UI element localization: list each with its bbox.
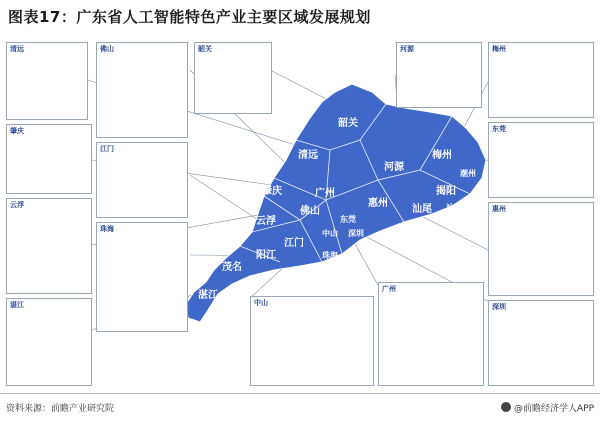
city-label-zhanjiang: 湛江 xyxy=(198,290,218,301)
city-label-foshan: 佛山 xyxy=(300,206,320,217)
city-label-zhongshan: 中山 xyxy=(322,229,338,238)
region-box-zhuhai xyxy=(96,222,188,332)
city-label-dongguan: 东莞 xyxy=(340,215,356,224)
region-box-jiangmen xyxy=(96,142,188,218)
footer xyxy=(0,393,600,424)
city-label-qingyuan: 清远 xyxy=(298,150,318,161)
region-box-zhongshan xyxy=(250,296,374,386)
region-box-zhanjiang xyxy=(6,298,92,386)
region-box-meizhou xyxy=(488,42,594,118)
brand-credit xyxy=(501,401,594,414)
city-label-jiangmen: 江门 xyxy=(284,238,304,249)
city-label-zhaoqing: 肇庆 xyxy=(262,186,282,197)
city-label-meizhou: 梅州 xyxy=(432,150,452,161)
region-title-meizhou: 梅州 xyxy=(492,45,506,53)
region-title-zhaoqing: 肇庆 xyxy=(10,127,24,135)
region-title-huizhou: 惠州 xyxy=(492,205,506,213)
region-title-qingyuan: 清远 xyxy=(10,45,24,53)
region-title-jiangmen: 江门 xyxy=(100,145,114,153)
region-box-dongguan xyxy=(488,122,594,198)
region-title-zhanjiang: 湛江 xyxy=(10,301,24,309)
city-label-maoming: 茂名 xyxy=(222,262,242,273)
city-label-shaoguan: 韶关 xyxy=(338,118,358,129)
region-title-yunfu: 云浮 xyxy=(10,201,24,209)
region-box-heyuan xyxy=(396,42,482,108)
region-title-zhuhai: 珠海 xyxy=(100,225,114,233)
city-label-guangzhou: 广州 xyxy=(315,188,335,199)
region-box-shaoguan xyxy=(194,42,272,114)
city-label-shenzhen: 深圳 xyxy=(348,229,364,238)
region-title-heyuan: 河源 xyxy=(400,45,414,53)
region-box-guangzhou xyxy=(378,282,484,386)
region-title-dongguan: 东莞 xyxy=(492,125,506,133)
region-title-shenzhen: 深圳 xyxy=(492,303,506,311)
city-label-yunfu: 云浮 xyxy=(256,216,276,227)
source-note: 资料来源：前瞻产业研究院 xyxy=(6,404,115,414)
region-box-zhaoqing xyxy=(6,124,92,194)
region-box-yunfu xyxy=(6,198,92,294)
region-box-foshan xyxy=(96,42,188,138)
city-label-zhuhai: 珠海 xyxy=(322,251,338,260)
city-label-jieyang: 揭阳 xyxy=(436,186,456,197)
region-title-zhongshan: 中山 xyxy=(254,299,268,307)
city-label-chaozhou: 潮州 xyxy=(460,169,476,178)
region-title-foshan: 佛山 xyxy=(100,45,114,53)
city-label-shanwei: 汕尾 xyxy=(412,204,432,215)
region-box-huizhou xyxy=(488,202,594,296)
brand-text: @前瞻经济学人APP xyxy=(513,404,594,414)
city-label-heyuan: 河源 xyxy=(384,162,404,173)
region-title-shaoguan: 韶关 xyxy=(198,45,212,53)
city-label-shantou: 汕头 xyxy=(446,203,462,212)
region-box-shenzhen xyxy=(488,300,594,386)
city-label-yangjiang: 阳江 xyxy=(256,250,276,261)
qianzhan-logo-icon xyxy=(501,402,511,412)
city-label-huizhou: 惠州 xyxy=(368,198,388,209)
page-title: 图表17：广东省人工智能特色产业主要区域发展规划 xyxy=(8,8,371,26)
region-box-qingyuan xyxy=(6,42,88,120)
region-title-guangzhou: 广州 xyxy=(382,285,396,293)
